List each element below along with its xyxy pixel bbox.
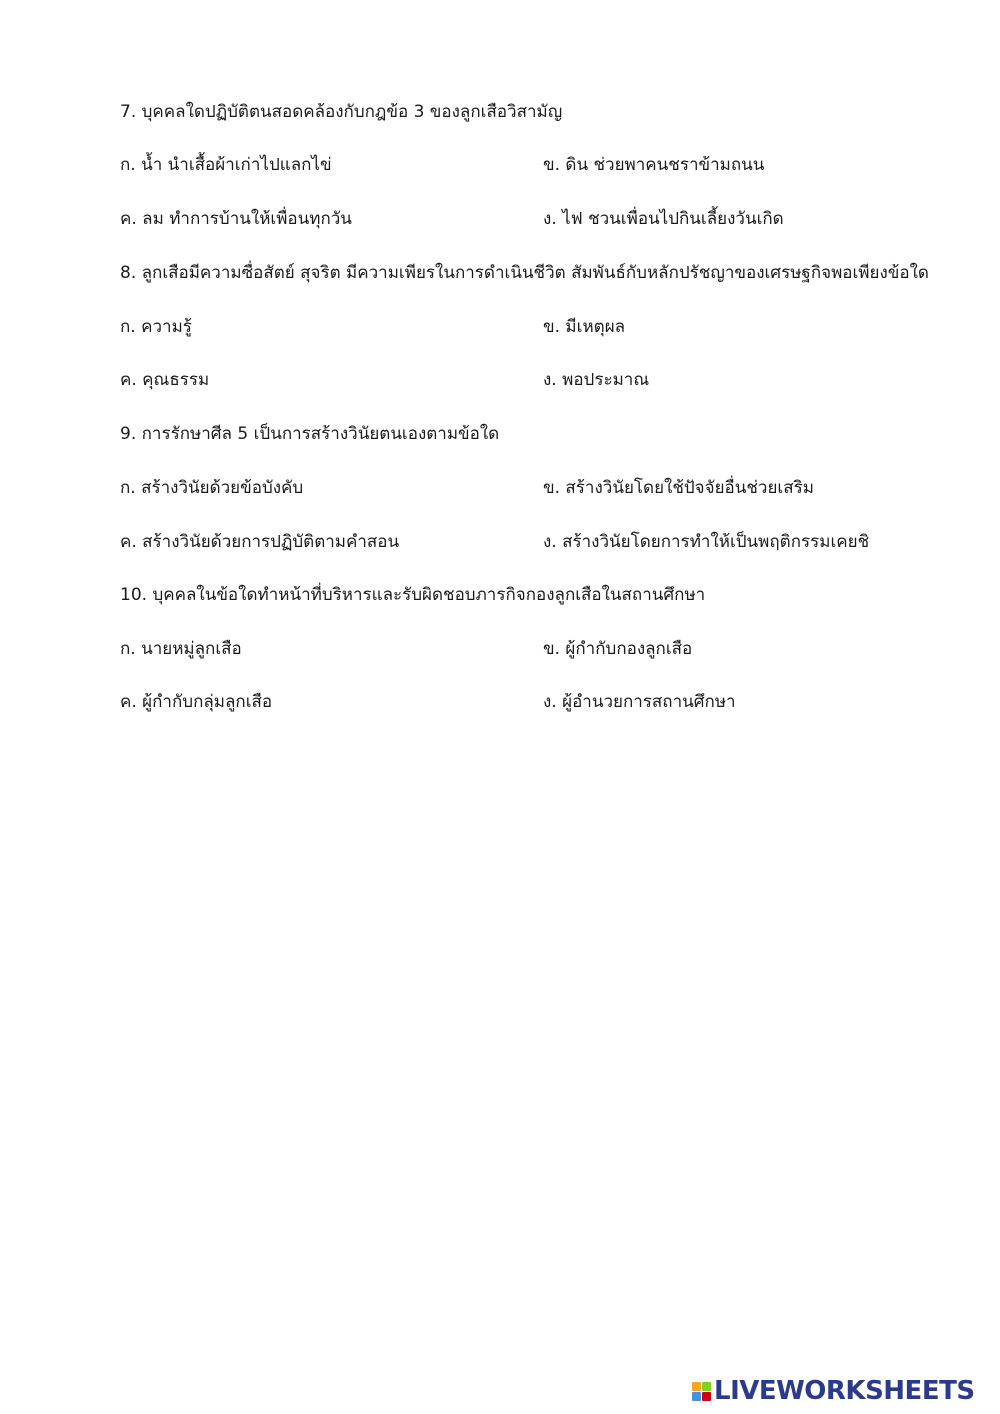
choice-a: ก. สร้างวินัยด้วยข้อบังคับ [120,478,304,498]
question-text: 8. ลูกเสือมีความซื่อสัตย์ สุจริต มีความเพียรในการดำเนินชีวิต สัมพันธ์กับหลักปรัชญาของเศรษฐกิจพอเพียงข้อใด [120,263,929,283]
choice-d: ง. สร้างวินัยโดยการทำให้เป็นพฤติกรรมเคยชิ [543,532,870,552]
choice-b: ข. สร้างวินัยโดยใช้ปัจจัยอื่นช่วยเสริม [543,478,814,498]
choice-d: ง. พอประมาณ [543,370,650,390]
liveworksheets-logo-icon [692,1382,711,1401]
choice-d: ง. ผู้อำนวยการสถานศึกษา [543,692,736,712]
logo-square-1 [692,1382,701,1391]
choice-c: ค. สร้างวินัยด้วยการปฏิบัติตามคำสอน [120,532,400,552]
choice-a: ก. ความรู้ [120,317,192,337]
choice-c: ค. ผู้กำกับกลุ่มลูกเสือ [120,692,273,712]
question-text: 9. การรักษาศีล 5 เป็นการสร้างวินัยตนเองตามข้อใด [120,424,500,444]
choice-a: ก. น้ำ นำเสื้อผ้าเก่าไปแลกไข่ [120,155,332,175]
liveworksheets-logo[interactable] [692,1374,975,1408]
logo-square-4 [702,1392,711,1401]
question-text: 7. บุคคลใดปฏิบัติตนสอดคล้องกับกฎข้อ 3 ของลูกเสือวิสามัญ [120,102,563,122]
logo-square-2 [702,1382,711,1391]
choice-b: ข. มีเหตุผล [543,317,626,337]
choice-b: ข. ดิน ช่วยพาคนชราข้ามถนน [543,155,765,175]
logo-text: LIVEWORKSHEETS [714,1376,975,1406]
question-text: 10. บุคคลในข้อใดทำหน้าที่บริหารและรับผิดชอบภารกิจกองลูกเสือในสถานศึกษา [120,585,706,605]
logo-square-3 [692,1392,701,1401]
choice-a: ก. นายหมู่ลูกเสือ [120,639,242,659]
choice-d: ง. ไฟ ชวนเพื่อนไปกินเลี้ยงวันเกิด [543,209,784,229]
choice-b: ข. ผู้กำกับกองลูกเสือ [543,639,693,659]
choice-c: ค. ลม ทำการบ้านให้เพื่อนทุกวัน [120,209,352,229]
choice-c: ค. คุณธรรม [120,370,210,390]
